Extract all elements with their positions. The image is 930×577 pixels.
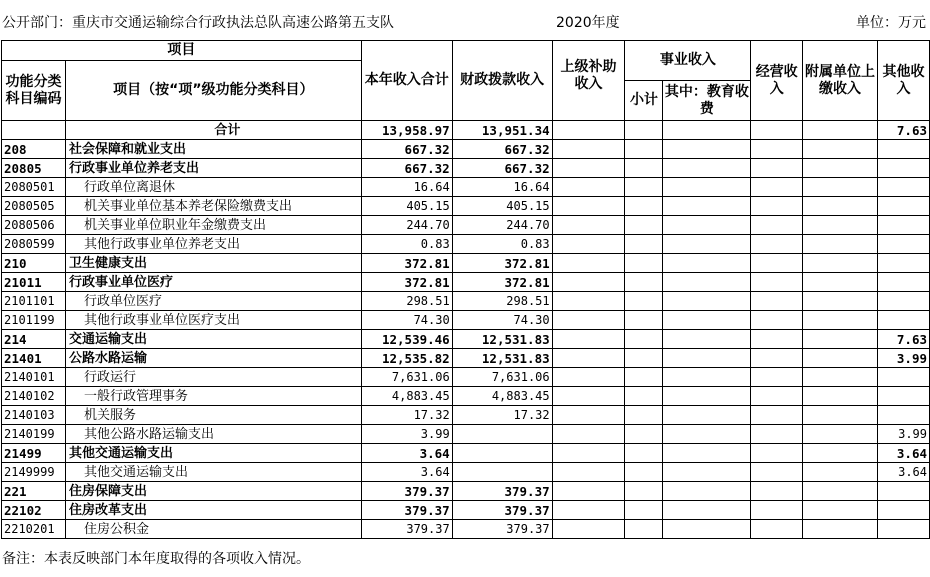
row-education-fee	[663, 178, 751, 197]
row-operating	[751, 292, 803, 311]
row-upper-subsidy	[552, 330, 625, 349]
table-row	[2, 197, 930, 216]
row-name: 行政运行	[65, 368, 361, 387]
table-row	[2, 159, 930, 178]
row-name: 交通运输支出	[65, 330, 361, 349]
row-code: 21401	[2, 349, 66, 368]
row-other: 7.63	[877, 330, 929, 349]
row-code: 214	[2, 330, 66, 349]
row-name: 住房公积金	[65, 520, 361, 539]
row-upper-subsidy	[552, 482, 625, 501]
row-total: 298.51	[361, 292, 452, 311]
row-code: 2140103	[2, 406, 66, 425]
row-code: 2210201	[2, 520, 66, 539]
row-fiscal: 13,951.34	[452, 121, 552, 140]
row-total: 16.64	[361, 178, 452, 197]
row-operating	[751, 197, 803, 216]
row-code: 2080599	[2, 235, 66, 254]
row-fiscal: 244.70	[452, 216, 552, 235]
row-other	[877, 501, 929, 520]
row-fiscal: 12,531.83	[452, 330, 552, 349]
row-name: 机关事业单位基本养老保险缴费支出	[65, 197, 361, 216]
row-affiliated	[803, 178, 878, 197]
header-name: 项目（按“项”级功能分类科目）	[65, 61, 361, 121]
row-affiliated	[803, 330, 878, 349]
row-total: 4,883.45	[361, 387, 452, 406]
row-upper-subsidy	[552, 368, 625, 387]
row-fiscal: 379.37	[452, 482, 552, 501]
table-body	[2, 121, 930, 539]
row-affiliated	[803, 444, 878, 463]
row-other	[877, 216, 929, 235]
row-fiscal: 74.30	[452, 311, 552, 330]
row-subtotal	[625, 330, 663, 349]
table-row	[2, 368, 930, 387]
row-affiliated	[803, 159, 878, 178]
row-operating	[751, 273, 803, 292]
row-code: 221	[2, 482, 66, 501]
table-row	[2, 444, 930, 463]
row-fiscal: 372.81	[452, 273, 552, 292]
row-name: 其他行政事业单位医疗支出	[65, 311, 361, 330]
header-affiliated: 附属单位上缴收入	[803, 41, 878, 121]
row-total: 405.15	[361, 197, 452, 216]
row-name: 机关服务	[65, 406, 361, 425]
row-fiscal: 4,883.45	[452, 387, 552, 406]
row-education-fee	[663, 159, 751, 178]
row-upper-subsidy	[552, 273, 625, 292]
row-other	[877, 254, 929, 273]
row-subtotal	[625, 178, 663, 197]
row-total: 3.64	[361, 444, 452, 463]
row-fiscal: 379.37	[452, 501, 552, 520]
row-code: 2080501	[2, 178, 66, 197]
row-subtotal	[625, 406, 663, 425]
row-education-fee	[663, 330, 751, 349]
table-row	[2, 273, 930, 292]
row-other: 3.99	[877, 425, 929, 444]
row-education-fee	[663, 406, 751, 425]
header-total: 本年收入合计	[361, 41, 452, 121]
row-code: 2080506	[2, 216, 66, 235]
row-affiliated	[803, 121, 878, 140]
row-fiscal: 16.64	[452, 178, 552, 197]
row-name: 社会保障和就业支出	[65, 140, 361, 159]
table-row	[2, 178, 930, 197]
row-operating	[751, 387, 803, 406]
table-row	[2, 216, 930, 235]
row-subtotal	[625, 444, 663, 463]
row-education-fee	[663, 292, 751, 311]
row-code: 20805	[2, 159, 66, 178]
row-operating	[751, 216, 803, 235]
table-row	[2, 121, 930, 140]
table-row	[2, 140, 930, 159]
row-fiscal: 405.15	[452, 197, 552, 216]
row-code: 22102	[2, 501, 66, 520]
row-education-fee	[663, 311, 751, 330]
row-name: 机关事业单位职业年金缴费支出	[65, 216, 361, 235]
row-affiliated	[803, 197, 878, 216]
header-subtotal: 小计	[625, 81, 663, 121]
row-subtotal	[625, 159, 663, 178]
row-affiliated	[803, 273, 878, 292]
row-upper-subsidy	[552, 235, 625, 254]
row-affiliated	[803, 482, 878, 501]
table-row	[2, 425, 930, 444]
row-education-fee	[663, 387, 751, 406]
row-education-fee	[663, 254, 751, 273]
row-operating	[751, 159, 803, 178]
row-affiliated	[803, 387, 878, 406]
row-upper-subsidy	[552, 463, 625, 482]
row-total: 7,631.06	[361, 368, 452, 387]
row-subtotal	[625, 273, 663, 292]
row-affiliated	[803, 216, 878, 235]
table-row	[2, 406, 930, 425]
table-row	[2, 235, 930, 254]
row-subtotal	[625, 349, 663, 368]
row-subtotal	[625, 482, 663, 501]
row-affiliated	[803, 311, 878, 330]
row-subtotal	[625, 463, 663, 482]
row-total: 12,535.82	[361, 349, 452, 368]
row-upper-subsidy	[552, 387, 625, 406]
row-operating	[751, 330, 803, 349]
row-affiliated	[803, 235, 878, 254]
row-total: 17.32	[361, 406, 452, 425]
row-operating	[751, 178, 803, 197]
row-affiliated	[803, 463, 878, 482]
row-name: 住房改革支出	[65, 501, 361, 520]
row-name: 一般行政管理事务	[65, 387, 361, 406]
row-other: 3.64	[877, 444, 929, 463]
row-operating	[751, 235, 803, 254]
row-education-fee	[663, 216, 751, 235]
row-upper-subsidy	[552, 197, 625, 216]
row-code: 210	[2, 254, 66, 273]
row-operating	[751, 463, 803, 482]
row-affiliated	[803, 349, 878, 368]
row-name: 行政单位离退休	[65, 178, 361, 197]
row-total: 379.37	[361, 501, 452, 520]
row-total: 667.32	[361, 159, 452, 178]
row-education-fee	[663, 463, 751, 482]
row-name: 住房保障支出	[65, 482, 361, 501]
row-fiscal: 17.32	[452, 406, 552, 425]
table-header	[2, 41, 930, 121]
row-operating	[751, 520, 803, 539]
report-header	[0, 0, 930, 40]
header-operating: 经营收入	[751, 41, 803, 121]
row-total: 3.64	[361, 463, 452, 482]
row-code: 2140199	[2, 425, 66, 444]
row-total: 74.30	[361, 311, 452, 330]
row-other	[877, 197, 929, 216]
row-education-fee	[663, 121, 751, 140]
row-other	[877, 140, 929, 159]
table-row	[2, 501, 930, 520]
row-subtotal	[625, 235, 663, 254]
row-subtotal	[625, 292, 663, 311]
row-upper-subsidy	[552, 444, 625, 463]
row-operating	[751, 140, 803, 159]
row-affiliated	[803, 406, 878, 425]
row-education-fee	[663, 140, 751, 159]
row-subtotal	[625, 121, 663, 140]
row-upper-subsidy	[552, 216, 625, 235]
row-total: 0.83	[361, 235, 452, 254]
row-name: 其他公路水路运输支出	[65, 425, 361, 444]
header-code: 功能分类科目编码	[2, 61, 66, 121]
row-name: 其他交通运输支出	[65, 444, 361, 463]
row-other	[877, 292, 929, 311]
row-code: 2140102	[2, 387, 66, 406]
row-affiliated	[803, 520, 878, 539]
footnote: 备注：本表反映部门本年度取得的各项收入情况。	[2, 551, 310, 567]
table-row	[2, 387, 930, 406]
row-subtotal	[625, 254, 663, 273]
row-fiscal: 667.32	[452, 140, 552, 159]
row-total: 3.99	[361, 425, 452, 444]
row-affiliated	[803, 368, 878, 387]
row-upper-subsidy	[552, 121, 625, 140]
row-total: 12,539.46	[361, 330, 452, 349]
table-row	[2, 482, 930, 501]
row-subtotal	[625, 501, 663, 520]
row-subtotal	[625, 197, 663, 216]
department-label: 公开部门：重庆市交通运输综合行政执法总队高速公路第五支队	[2, 15, 394, 31]
row-fiscal: 0.83	[452, 235, 552, 254]
row-upper-subsidy	[552, 406, 625, 425]
row-operating	[751, 425, 803, 444]
row-fiscal	[452, 425, 552, 444]
table-row	[2, 292, 930, 311]
row-affiliated	[803, 501, 878, 520]
row-subtotal	[625, 368, 663, 387]
row-education-fee	[663, 425, 751, 444]
row-subtotal	[625, 520, 663, 539]
row-operating	[751, 368, 803, 387]
header-fiscal: 财政拨款收入	[452, 41, 552, 121]
row-fiscal	[452, 444, 552, 463]
row-fiscal: 12,531.83	[452, 349, 552, 368]
row-affiliated	[803, 254, 878, 273]
table-row	[2, 330, 930, 349]
row-upper-subsidy	[552, 520, 625, 539]
row-other	[877, 368, 929, 387]
row-total: 244.70	[361, 216, 452, 235]
row-total: 13,958.97	[361, 121, 452, 140]
row-code: 2149999	[2, 463, 66, 482]
row-education-fee	[663, 501, 751, 520]
row-other	[877, 406, 929, 425]
table-row	[2, 254, 930, 273]
header-education-fee: 其中：教育收费	[663, 81, 751, 121]
row-subtotal	[625, 311, 663, 330]
row-code: 2101199	[2, 311, 66, 330]
row-other	[877, 520, 929, 539]
table-row	[2, 463, 930, 482]
row-fiscal: 667.32	[452, 159, 552, 178]
table-row	[2, 311, 930, 330]
row-education-fee	[663, 349, 751, 368]
row-operating	[751, 349, 803, 368]
row-other	[877, 178, 929, 197]
row-code: 21011	[2, 273, 66, 292]
row-subtotal	[625, 216, 663, 235]
row-other: 3.64	[877, 463, 929, 482]
row-upper-subsidy	[552, 311, 625, 330]
income-table	[1, 40, 930, 539]
row-education-fee	[663, 444, 751, 463]
row-fiscal: 298.51	[452, 292, 552, 311]
row-total: 379.37	[361, 482, 452, 501]
year-label: 2020年度	[556, 15, 620, 31]
row-education-fee	[663, 235, 751, 254]
row-operating	[751, 444, 803, 463]
row-total: 379.37	[361, 520, 452, 539]
header-career-income: 事业收入	[625, 41, 751, 81]
row-affiliated	[803, 292, 878, 311]
row-code: 2080505	[2, 197, 66, 216]
row-total: 372.81	[361, 254, 452, 273]
row-upper-subsidy	[552, 501, 625, 520]
row-upper-subsidy	[552, 140, 625, 159]
row-education-fee	[663, 197, 751, 216]
row-education-fee	[663, 273, 751, 292]
row-other	[877, 387, 929, 406]
row-other	[877, 159, 929, 178]
row-affiliated	[803, 425, 878, 444]
row-name: 行政事业单位养老支出	[65, 159, 361, 178]
row-upper-subsidy	[552, 254, 625, 273]
row-operating	[751, 406, 803, 425]
row-upper-subsidy	[552, 425, 625, 444]
row-name: 公路水路运输	[65, 349, 361, 368]
row-subtotal	[625, 387, 663, 406]
row-total: 372.81	[361, 273, 452, 292]
row-operating	[751, 121, 803, 140]
row-name: 合计	[65, 121, 361, 140]
row-subtotal	[625, 425, 663, 444]
row-operating	[751, 311, 803, 330]
row-education-fee	[663, 368, 751, 387]
row-upper-subsidy	[552, 349, 625, 368]
row-total: 667.32	[361, 140, 452, 159]
row-education-fee	[663, 520, 751, 539]
row-code: 2140101	[2, 368, 66, 387]
row-upper-subsidy	[552, 292, 625, 311]
row-other	[877, 235, 929, 254]
header-upper-subsidy: 上级补助收入	[552, 41, 625, 121]
row-name: 卫生健康支出	[65, 254, 361, 273]
row-upper-subsidy	[552, 178, 625, 197]
row-code: 208	[2, 140, 66, 159]
row-subtotal	[625, 140, 663, 159]
row-fiscal: 379.37	[452, 520, 552, 539]
row-fiscal: 7,631.06	[452, 368, 552, 387]
row-code: 21499	[2, 444, 66, 463]
row-code	[2, 121, 66, 140]
row-name: 行政事业单位医疗	[65, 273, 361, 292]
row-other	[877, 311, 929, 330]
row-code: 2101101	[2, 292, 66, 311]
row-fiscal	[452, 463, 552, 482]
header-item: 项目	[2, 41, 362, 61]
row-operating	[751, 482, 803, 501]
header-other: 其他收入	[877, 41, 929, 121]
table-row	[2, 520, 930, 539]
row-other	[877, 273, 929, 292]
row-name: 其他交通运输支出	[65, 463, 361, 482]
row-operating	[751, 501, 803, 520]
row-affiliated	[803, 140, 878, 159]
row-upper-subsidy	[552, 159, 625, 178]
row-name: 行政单位医疗	[65, 292, 361, 311]
row-education-fee	[663, 482, 751, 501]
row-fiscal: 372.81	[452, 254, 552, 273]
unit-label: 单位：万元	[856, 15, 926, 31]
row-other: 3.99	[877, 349, 929, 368]
row-other	[877, 482, 929, 501]
table-row	[2, 349, 930, 368]
row-other: 7.63	[877, 121, 929, 140]
row-name: 其他行政事业单位养老支出	[65, 235, 361, 254]
row-operating	[751, 254, 803, 273]
